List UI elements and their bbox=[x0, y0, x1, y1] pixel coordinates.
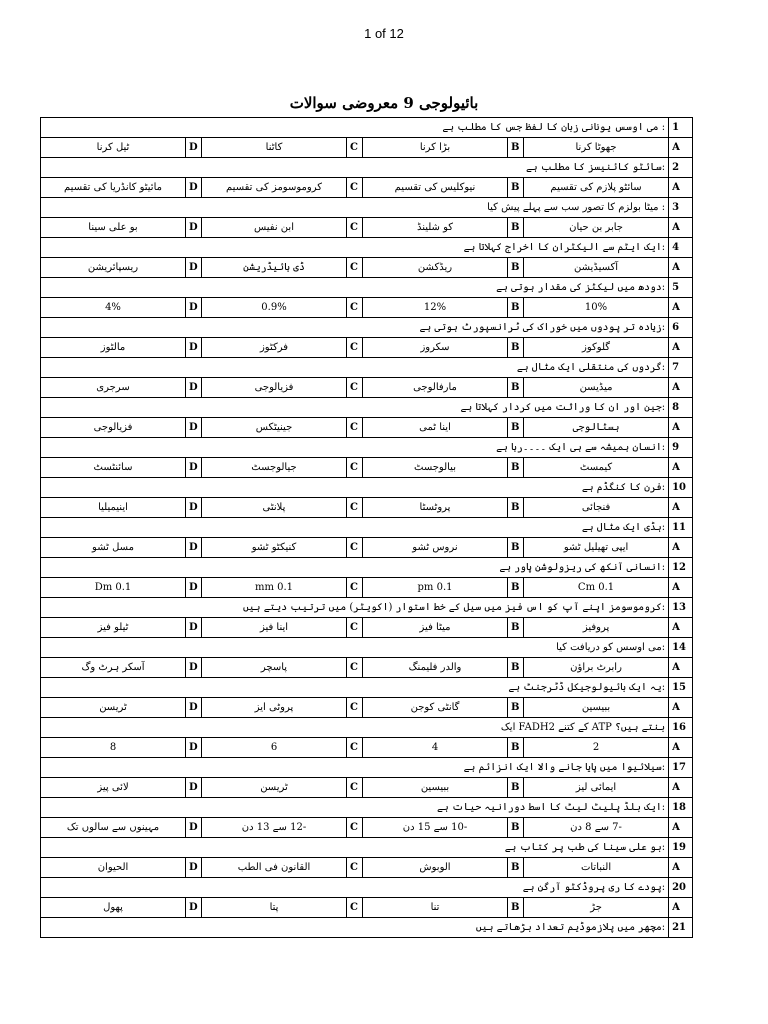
option-b-text: سکروز bbox=[363, 338, 508, 358]
option-b-text: نیوکلیس کی تقسیم bbox=[363, 178, 508, 198]
question-number: 4 bbox=[669, 238, 693, 258]
options-row bbox=[41, 178, 693, 198]
question-number: 13 bbox=[669, 598, 693, 618]
option-c-label: C bbox=[347, 738, 363, 758]
question-number: 15 bbox=[669, 678, 693, 698]
option-d-label: D bbox=[186, 658, 202, 678]
option-d-label: D bbox=[186, 738, 202, 758]
option-d-text: سائنٹسٹ bbox=[41, 458, 186, 478]
option-b-label: B bbox=[508, 218, 524, 238]
question-text: :ایک بلڈ پلیٹ لیٹ کا اسط دورانیہ حیات ہے bbox=[41, 798, 669, 818]
option-a-text: جھوٹا کرنا bbox=[524, 138, 669, 158]
option-b-label: B bbox=[508, 498, 524, 518]
option-a-label: A bbox=[669, 258, 693, 278]
option-d-label: D bbox=[186, 818, 202, 838]
option-a-text: 0.1 Cm bbox=[524, 578, 669, 598]
option-b-text: -10 سے 15 دن bbox=[363, 818, 508, 838]
options-row bbox=[41, 858, 693, 878]
question-row bbox=[41, 638, 693, 658]
option-a-label: A bbox=[669, 498, 693, 518]
option-c-text: پاسچر bbox=[202, 658, 347, 678]
option-c-label: C bbox=[347, 538, 363, 558]
option-c-text: پتا bbox=[202, 898, 347, 918]
question-text: :دودھ میں لیکٹز کی مقدار ہوتی ہے bbox=[41, 278, 669, 298]
option-d-text: فزیالوجی bbox=[41, 418, 186, 438]
option-a-label: A bbox=[669, 778, 693, 798]
option-d-text: پھول bbox=[41, 898, 186, 918]
option-a-label: A bbox=[669, 538, 693, 558]
option-a-text: ہسٹالوجی bbox=[524, 418, 669, 438]
question-text: : می اوسس یونانی زبان کا لفظ جس کا مطلب ہے bbox=[41, 118, 669, 138]
option-a-label: A bbox=[669, 218, 693, 238]
question-number: 9 bbox=[669, 438, 693, 458]
question-row bbox=[41, 518, 693, 538]
option-c-label: C bbox=[347, 578, 363, 598]
question-row bbox=[41, 798, 693, 818]
option-c-label: C bbox=[347, 818, 363, 838]
option-c-label: C bbox=[347, 338, 363, 358]
option-a-text: کیمسٹ bbox=[524, 458, 669, 478]
question-number: 5 bbox=[669, 278, 693, 298]
option-d-label: D bbox=[186, 698, 202, 718]
option-a-text: ببیسین bbox=[524, 698, 669, 718]
question-number: 14 bbox=[669, 638, 693, 658]
option-d-text: الحیوان bbox=[41, 858, 186, 878]
option-b-label: B bbox=[508, 378, 524, 398]
option-b-label: B bbox=[508, 738, 524, 758]
option-c-text: -12 سے 13 دن bbox=[202, 818, 347, 838]
question-text: :بو علی سینا کی طب پر کتاب ہے bbox=[41, 838, 669, 858]
option-d-label: D bbox=[186, 618, 202, 638]
option-a-label: A bbox=[669, 338, 693, 358]
options-row bbox=[41, 498, 693, 518]
option-b-text: میٹا فیز bbox=[363, 618, 508, 638]
option-d-label: D bbox=[186, 178, 202, 198]
option-b-label: B bbox=[508, 538, 524, 558]
option-b-label: B bbox=[508, 818, 524, 838]
option-a-label: A bbox=[669, 618, 693, 638]
option-c-label: C bbox=[347, 778, 363, 798]
question-number: 3 bbox=[669, 198, 693, 218]
option-d-label: D bbox=[186, 258, 202, 278]
options-row bbox=[41, 738, 693, 758]
option-d-text: اینیمیلیا bbox=[41, 498, 186, 518]
option-d-text: 0.1 Dm bbox=[41, 578, 186, 598]
question-row bbox=[41, 558, 693, 578]
option-c-label: C bbox=[347, 378, 363, 398]
option-b-text: 12% bbox=[363, 298, 508, 318]
question-text: :ہڈی ایک مثال ہے bbox=[41, 518, 669, 538]
option-c-label: C bbox=[347, 698, 363, 718]
question-row bbox=[41, 238, 693, 258]
options-row bbox=[41, 778, 693, 798]
option-c-label: C bbox=[347, 658, 363, 678]
option-a-label: A bbox=[669, 818, 693, 838]
option-d-label: D bbox=[186, 418, 202, 438]
question-text: :انسان ہمیشہ سے ہی ایک ۔۔۔۔رہا ہے bbox=[41, 438, 669, 458]
option-c-text: القانون فی الطب bbox=[202, 858, 347, 878]
option-d-label: D bbox=[186, 338, 202, 358]
option-c-text: ابن نفیس bbox=[202, 218, 347, 238]
question-row bbox=[41, 878, 693, 898]
option-d-text: ٹریسن bbox=[41, 698, 186, 718]
option-c-text: پروٹی ایز bbox=[202, 698, 347, 718]
question-text: :ایک ایٹم سے الیکٹران کا اخراج کہلاتا ہے bbox=[41, 238, 669, 258]
option-c-text: پلانٹی bbox=[202, 498, 347, 518]
question-number: 21 bbox=[669, 918, 693, 938]
option-b-label: B bbox=[508, 778, 524, 798]
option-c-text: 0.1 mm bbox=[202, 578, 347, 598]
option-c-label: C bbox=[347, 418, 363, 438]
options-row bbox=[41, 138, 693, 158]
question-row bbox=[41, 678, 693, 698]
question-text: :زیادہ تر پودوں میں خوراک کی ٹرانسپورٹ ہوتی ہے bbox=[41, 318, 669, 338]
question-text: :می اوسس کو دریافت کیا bbox=[41, 638, 669, 658]
option-a-label: A bbox=[669, 458, 693, 478]
option-b-label: B bbox=[508, 338, 524, 358]
option-c-text: کنیکٹو ٹشو bbox=[202, 538, 347, 558]
option-c-label: C bbox=[347, 618, 363, 638]
options-row bbox=[41, 818, 693, 838]
options-row bbox=[41, 898, 693, 918]
options-row bbox=[41, 298, 693, 318]
mcq-body bbox=[41, 118, 693, 938]
question-number: 12 bbox=[669, 558, 693, 578]
option-b-text: والدر فلیمنگ bbox=[363, 658, 508, 678]
option-d-text: مالٹوز bbox=[41, 338, 186, 358]
option-b-label: B bbox=[508, 458, 524, 478]
option-d-label: D bbox=[186, 218, 202, 238]
options-row bbox=[41, 418, 693, 438]
option-c-label: C bbox=[347, 258, 363, 278]
option-a-label: A bbox=[669, 738, 693, 758]
option-a-label: A bbox=[669, 418, 693, 438]
option-d-label: D bbox=[186, 778, 202, 798]
option-a-text: 2 bbox=[524, 738, 669, 758]
question-number: 8 bbox=[669, 398, 693, 418]
option-a-label: A bbox=[669, 138, 693, 158]
option-d-label: D bbox=[186, 458, 202, 478]
option-d-text: مسل ٹشو bbox=[41, 538, 186, 558]
option-c-text: 6 bbox=[202, 738, 347, 758]
question-row bbox=[41, 358, 693, 378]
option-b-label: B bbox=[508, 898, 524, 918]
option-a-text: ایپی تھیلیل ٹشو bbox=[524, 538, 669, 558]
question-text: :کروموسومز اپنے آپ کو اس فیز میں سیل کے خط استوار (اکویٹر) میں ترتیب دیتے ہیں bbox=[41, 598, 669, 618]
option-a-text: جابر بن حیان bbox=[524, 218, 669, 238]
option-d-label: D bbox=[186, 898, 202, 918]
option-b-text: بڑا کرنا bbox=[363, 138, 508, 158]
option-c-text: جیالوجسٹ bbox=[202, 458, 347, 478]
option-a-text: میڈیسن bbox=[524, 378, 669, 398]
option-b-text: ببیسین bbox=[363, 778, 508, 798]
options-row bbox=[41, 578, 693, 598]
option-b-label: B bbox=[508, 138, 524, 158]
options-row bbox=[41, 218, 693, 238]
question-row bbox=[41, 758, 693, 778]
option-c-label: C bbox=[347, 178, 363, 198]
option-b-label: B bbox=[508, 418, 524, 438]
question-text: :سیلائیوا میں پایا جانے والا ایک انزائم ہے bbox=[41, 758, 669, 778]
option-c-text: 0.9% bbox=[202, 298, 347, 318]
question-row bbox=[41, 118, 693, 138]
question-row bbox=[41, 318, 693, 338]
question-row bbox=[41, 838, 693, 858]
option-a-text: پروفیز bbox=[524, 618, 669, 638]
option-c-text: ٹریسن bbox=[202, 778, 347, 798]
option-a-label: A bbox=[669, 698, 693, 718]
option-b-text: ریڈکشن bbox=[363, 258, 508, 278]
option-d-label: D bbox=[186, 138, 202, 158]
option-c-text: فرکٹوز bbox=[202, 338, 347, 358]
option-b-text: 0.1 pm bbox=[363, 578, 508, 598]
options-row bbox=[41, 258, 693, 278]
question-row bbox=[41, 438, 693, 458]
option-b-text: تنا bbox=[363, 898, 508, 918]
option-d-label: D bbox=[186, 538, 202, 558]
option-b-label: B bbox=[508, 298, 524, 318]
option-a-text: -7 سے 8 دن bbox=[524, 818, 669, 838]
option-d-label: D bbox=[186, 858, 202, 878]
option-b-text: گانٹی کوجن bbox=[363, 698, 508, 718]
option-b-label: B bbox=[508, 618, 524, 638]
page-number: 1 of 12 bbox=[364, 26, 404, 41]
option-a-label: A bbox=[669, 858, 693, 878]
option-c-label: C bbox=[347, 138, 363, 158]
option-d-text: آسکر ہرٹ وگ bbox=[41, 658, 186, 678]
question-number: 17 bbox=[669, 758, 693, 778]
option-a-text: گلوکوز bbox=[524, 338, 669, 358]
option-a-text: آکسیڈیشن bbox=[524, 258, 669, 278]
option-d-label: D bbox=[186, 498, 202, 518]
question-number: 6 bbox=[669, 318, 693, 338]
option-d-text: مہینوں سے سالوں تک bbox=[41, 818, 186, 838]
question-number: 11 bbox=[669, 518, 693, 538]
option-b-text: 4 bbox=[363, 738, 508, 758]
option-d-label: D bbox=[186, 578, 202, 598]
option-d-text: ریسپائریشن bbox=[41, 258, 186, 278]
question-row bbox=[41, 278, 693, 298]
option-a-label: A bbox=[669, 178, 693, 198]
option-d-text: ٹیلو فیز bbox=[41, 618, 186, 638]
option-a-text: فنجائی bbox=[524, 498, 669, 518]
option-c-label: C bbox=[347, 298, 363, 318]
options-row bbox=[41, 338, 693, 358]
question-text: :مچھر میں پلازموڈیم تعداد بڑھاتے ہیں bbox=[41, 918, 669, 938]
question-text: :گردوں کی منتقلی ایک مثال ہے bbox=[41, 358, 669, 378]
option-a-text: سائٹو پلازم کی تقسیم bbox=[524, 178, 669, 198]
question-number: 20 bbox=[669, 878, 693, 898]
question-row bbox=[41, 158, 693, 178]
option-a-label: A bbox=[669, 658, 693, 678]
option-b-label: B bbox=[508, 258, 524, 278]
option-d-text: ٹیل کرنا bbox=[41, 138, 186, 158]
option-a-label: A bbox=[669, 298, 693, 318]
option-a-text: رابرٹ براؤن bbox=[524, 658, 669, 678]
question-row bbox=[41, 398, 693, 418]
option-d-label: D bbox=[186, 378, 202, 398]
question-number: 19 bbox=[669, 838, 693, 858]
option-c-text: ڈی ہائیڈریشن bbox=[202, 258, 347, 278]
question-row bbox=[41, 918, 693, 938]
option-d-text: سرجری bbox=[41, 378, 186, 398]
question-row bbox=[41, 478, 693, 498]
option-c-label: C bbox=[347, 218, 363, 238]
option-d-text: 8 bbox=[41, 738, 186, 758]
option-a-label: A bbox=[669, 898, 693, 918]
question-row bbox=[41, 598, 693, 618]
question-text: :جین اور ان کا وراثت میں کردار کہلاتا ہے bbox=[41, 398, 669, 418]
question-number: 16 bbox=[669, 718, 693, 738]
document-title: بائیولوجی 9 معروضی سوالات bbox=[289, 94, 479, 112]
option-c-label: C bbox=[347, 498, 363, 518]
option-b-label: B bbox=[508, 858, 524, 878]
option-a-text: النباتات bbox=[524, 858, 669, 878]
option-b-text: بیالوجسٹ bbox=[363, 458, 508, 478]
option-a-text: جڑ bbox=[524, 898, 669, 918]
option-a-text: ایمائی لیز bbox=[524, 778, 669, 798]
option-a-label: A bbox=[669, 578, 693, 598]
question-number: 1 bbox=[669, 118, 693, 138]
question-number: 10 bbox=[669, 478, 693, 498]
option-b-text: کو شلینڈ bbox=[363, 218, 508, 238]
question-text: :سائٹو کائنیسز کا مطلب ہے bbox=[41, 158, 669, 178]
option-c-text: جینیٹکس bbox=[202, 418, 347, 438]
question-number: 18 bbox=[669, 798, 693, 818]
option-b-text: مارفالوجی bbox=[363, 378, 508, 398]
option-c-text: کاٹنا bbox=[202, 138, 347, 158]
option-c-label: C bbox=[347, 898, 363, 918]
question-row bbox=[41, 718, 693, 738]
mcq-table bbox=[40, 117, 693, 938]
question-number: 2 bbox=[669, 158, 693, 178]
question-text: : میٹا بولزم کا تصور سب سے پہلے پیش کیا bbox=[41, 198, 669, 218]
option-b-text: نروس ٹشو bbox=[363, 538, 508, 558]
option-c-label: C bbox=[347, 458, 363, 478]
question-number: 7 bbox=[669, 358, 693, 378]
options-row bbox=[41, 698, 693, 718]
option-b-label: B bbox=[508, 698, 524, 718]
question-text: :یہ ایک بائیولوجیکل ڈٹرجنٹ ہے bbox=[41, 678, 669, 698]
options-row bbox=[41, 378, 693, 398]
option-a-label: A bbox=[669, 378, 693, 398]
option-d-text: 4% bbox=[41, 298, 186, 318]
question-text: :انسانی آنکھ کی ریزولوشن پاور ہے bbox=[41, 558, 669, 578]
options-row bbox=[41, 458, 693, 478]
option-b-label: B bbox=[508, 178, 524, 198]
option-d-text: بو علی سینا bbox=[41, 218, 186, 238]
option-c-label: C bbox=[347, 858, 363, 878]
options-row bbox=[41, 618, 693, 638]
option-b-text: پروٹسٹا bbox=[363, 498, 508, 518]
option-b-label: B bbox=[508, 658, 524, 678]
question-text: بنتے ہیں؟ ATP کے کتنے FADH2 ایک bbox=[41, 718, 669, 738]
option-a-text: 10% bbox=[524, 298, 669, 318]
option-c-text: فزیالوجی bbox=[202, 378, 347, 398]
option-b-label: B bbox=[508, 578, 524, 598]
option-b-text: الوبوش bbox=[363, 858, 508, 878]
option-c-text: کروموسومز کی تقسیم bbox=[202, 178, 347, 198]
question-row bbox=[41, 198, 693, 218]
option-d-label: D bbox=[186, 298, 202, 318]
option-d-text: مائیٹو کانڈریا کی تقسیم bbox=[41, 178, 186, 198]
option-d-text: لائی پیز bbox=[41, 778, 186, 798]
option-c-text: اینا فیز bbox=[202, 618, 347, 638]
options-row bbox=[41, 538, 693, 558]
question-text: :پودے کا ری پروڈکٹو آرگن ہے bbox=[41, 878, 669, 898]
option-b-text: اینا ٹمی bbox=[363, 418, 508, 438]
question-text: :فرن کا کنگڈم ہے bbox=[41, 478, 669, 498]
options-row bbox=[41, 658, 693, 678]
